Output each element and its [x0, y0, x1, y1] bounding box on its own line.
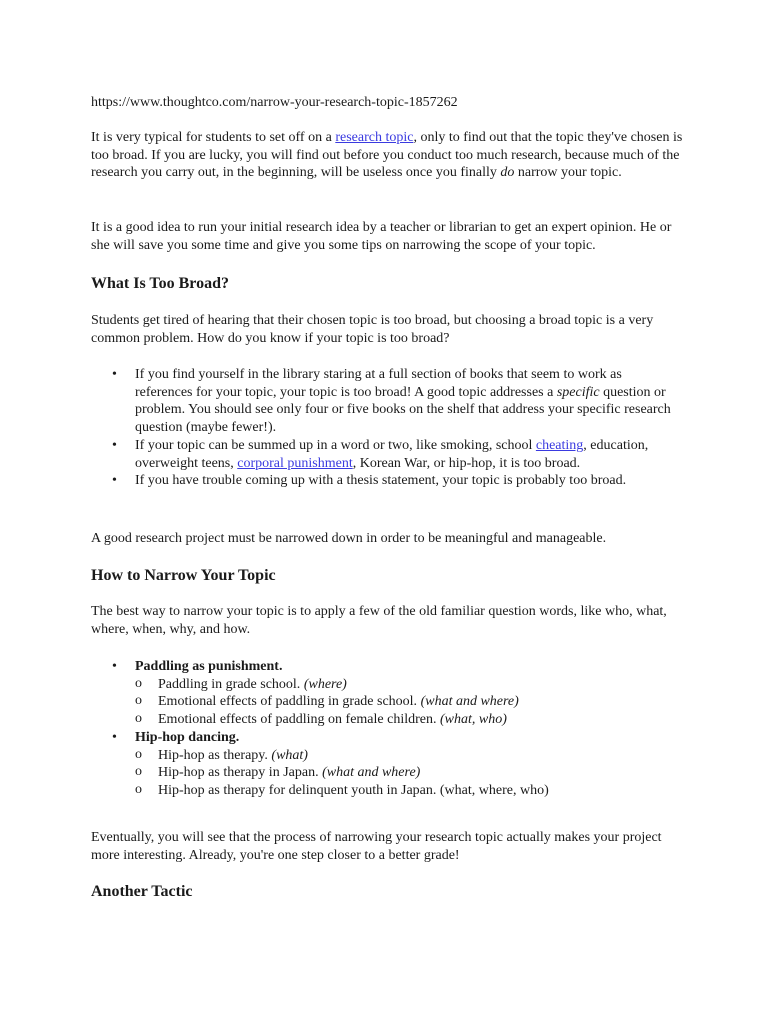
intro-p1-text-a: It is very typical for students to set off on a — [91, 130, 336, 145]
cheating-link[interactable]: cheating — [535, 437, 584, 453]
heading-what-is-too-broad: What Is Too Broad? — [91, 275, 229, 292]
eventually-paragraph: Eventually, you will see that the process of narrowing your research topic actually makes your project more interesting. Already, you're one step closer to a better grade! — [91, 830, 662, 863]
list-item-paddling — [112, 658, 672, 729]
list-item — [112, 366, 672, 437]
sub-item-text: Paddling in grade school. — [158, 676, 304, 692]
sub-item-note: (what) — [271, 747, 308, 763]
group-label-hiphop: Hip-hop dancing. — [135, 729, 240, 745]
sub-item-text: Emotional effects of paddling on female children. — [158, 712, 440, 728]
research-topic-link[interactable]: research topic — [335, 130, 414, 145]
sub-item-note: (what, who) — [439, 712, 507, 728]
source-url: https://www.thoughtco.com/narrow-your-research-topic-1857262 — [91, 95, 458, 110]
corporal-punishment-link[interactable]: corporal punishment — [237, 455, 353, 471]
list-item — [135, 782, 672, 800]
sub-item-text: Emotional effects of paddling in grade school. — [158, 694, 421, 710]
bullet2-text-b: , education, overweight teens, — [135, 437, 649, 471]
bullet1-text-b: question or problem. You should see only four or five books on the shelf that address your specific research question (maybe fewer!). — [135, 384, 671, 436]
heading-another-tactic: Another Tactic — [91, 883, 193, 900]
sub-item-text: Hip-hop as therapy in Japan. — [158, 765, 323, 781]
group-label-paddling: Paddling as punishment. — [135, 659, 283, 674]
list-item — [135, 693, 672, 711]
paddling-sublist — [135, 676, 672, 729]
heading-how-to-narrow: How to Narrow Your Topic — [91, 567, 276, 584]
list-item — [135, 747, 672, 765]
list-item-hiphop — [112, 729, 672, 800]
sub-item-note: (what and where) — [322, 765, 421, 781]
list-item — [135, 764, 672, 782]
sub-item-text: Hip-hop as therapy for delinquent youth in Japan. (what, where, who) — [158, 782, 549, 798]
intro-p1-emphasis: do — [500, 165, 515, 181]
list-item: • If you have trouble coming up with a thesis statement, your topic is probably too broad. — [112, 472, 672, 490]
narrow-examples-list — [112, 658, 672, 800]
bullet1-emphasis: specific — [556, 384, 600, 400]
too-broad-paragraph: Students get tired of hearing that their chosen topic is too broad, but choosing a broad topic is a very common problem. How do you know if your topic is too broad? — [91, 313, 654, 346]
intro-p1-text-c: narrow your topic. — [514, 165, 622, 181]
sub-item-text: Hip-hop as therapy. — [158, 747, 272, 763]
bullet2-text-c: , Korean War, or hip-hop, it is too broad. — [352, 455, 581, 471]
list-item — [135, 676, 672, 694]
sub-item-note: (where) — [303, 676, 347, 692]
narrow-method-paragraph: The best way to narrow your topic is to apply a few of the old familiar question words, like who, what, where, when, why, and how. — [91, 604, 667, 637]
intro-p1-text-b: , only to find out that the topic they've chosen is too broad. If you are lucky, you will find out before you conduct too much research, because much of the research you carry out, in the beginning, will be useless once you finally — [91, 130, 683, 181]
intro-paragraph-1 — [91, 129, 691, 182]
list-item — [135, 711, 672, 729]
hiphop-sublist — [135, 747, 672, 800]
bullet2-text-a: If your topic can be summed up in a word or two, like smoking, school — [135, 437, 536, 453]
list-item — [112, 437, 672, 472]
narrowed-down-paragraph: A good research project must be narrowed down in order to be meaningful and manageable. — [91, 531, 607, 546]
sub-item-note: (what and where) — [420, 694, 519, 710]
intro-paragraph-2: It is a good idea to run your initial research idea by a teacher or librarian to get an expert opinion. He or she will save you some time and give you some tips on narrowing the scope of your topic. — [91, 220, 672, 253]
bullet1-text-a: If you find yourself in the library staring at a full section of books that seem to work as references for your topic, your topic is too broad! A good topic addresses a — [135, 367, 622, 400]
too-broad-bullet-list — [112, 366, 672, 490]
